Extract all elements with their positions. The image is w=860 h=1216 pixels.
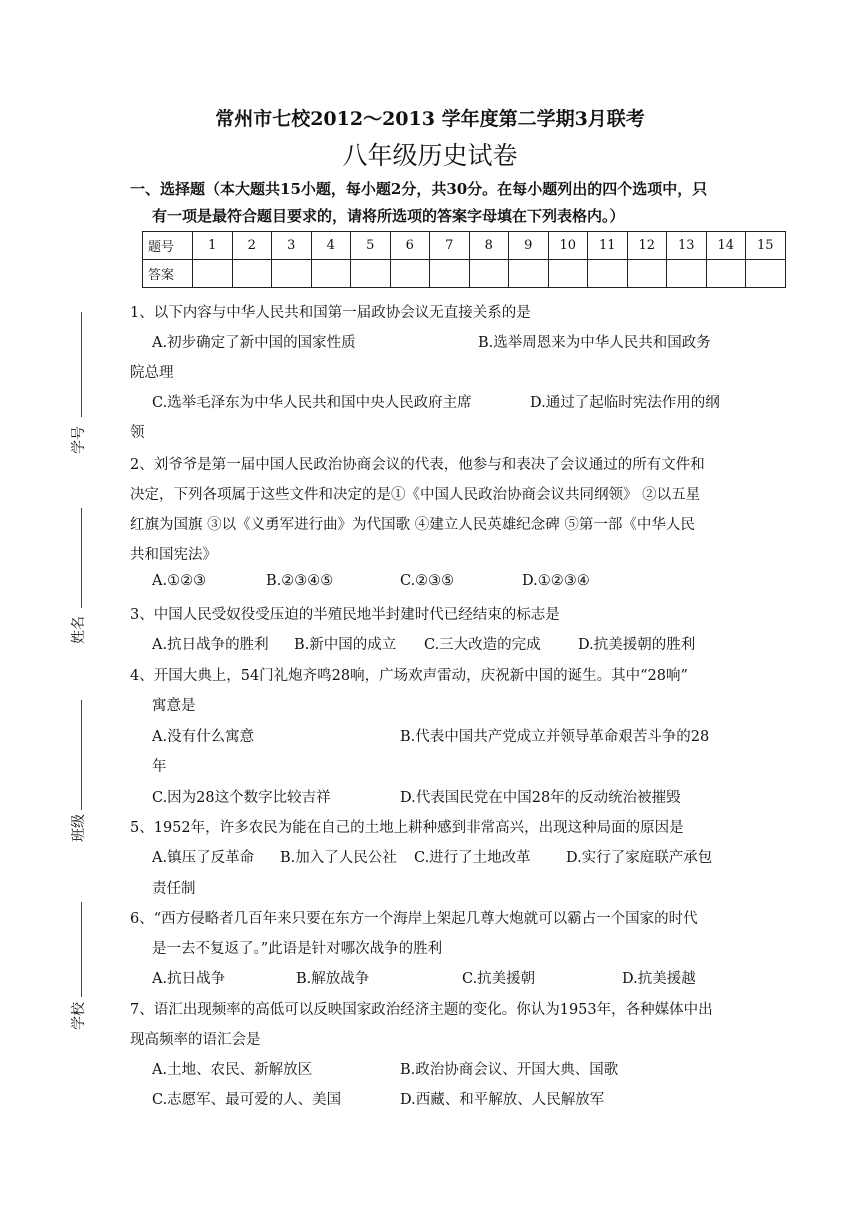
question-4-option-d: D.代表国民党在中国28年的反动统治被摧毁: [400, 790, 681, 806]
table-cell-number: 15: [746, 232, 786, 260]
question-4-option-b-cont: 年: [152, 759, 167, 775]
answer-cell[interactable]: [588, 260, 628, 288]
table-cell-number: 3: [272, 232, 312, 260]
side-label-student-id: 学号: [71, 426, 87, 454]
answer-cell[interactable]: [667, 260, 707, 288]
table-cell-number: 8: [469, 232, 509, 260]
question-7-option-d: D.西藏、和平解放、人民解放军: [400, 1092, 605, 1108]
question-2-line1: 2、刘爷爷是第一届中国人民政治协商会议的代表，他参与和表决了会议通过的所有文件和: [130, 457, 705, 473]
question-3-option-b: B.新中国的成立: [294, 637, 397, 653]
table-cell-number: 9: [509, 232, 549, 260]
table-cell-number: 12: [627, 232, 667, 260]
question-1-option-a: A.初步确定了新中国的国家性质: [152, 335, 356, 351]
answer-cell[interactable]: [627, 260, 667, 288]
table-cell-number: 7: [430, 232, 470, 260]
table-cell-number: 10: [548, 232, 588, 260]
question-4-line2: 寓意是: [152, 698, 196, 714]
question-5-option-d: D.实行了家庭联产承包: [566, 850, 713, 866]
question-7-line2: 现高频率的语汇会是: [130, 1032, 261, 1048]
answer-cell[interactable]: [390, 260, 430, 288]
question-3-option-a: A.抗日战争的胜利: [152, 637, 269, 653]
question-5-stem: 5、1952年，许多农民为能在自己的土地上耕种感到非常高兴，出现这种局面的原因是: [130, 820, 684, 836]
question-6-line1: 6、“西方侵略者几百年来只要在东方一个海岸上架起几尊大炮就可以霸占一个国家的时代: [130, 911, 698, 927]
question-1-option-d-cont: 领: [130, 425, 145, 441]
answer-table-answer-row: [143, 260, 786, 288]
question-7-option-b: B.政治协商会议、开国大典、国歌: [400, 1062, 619, 1078]
answer-table: [142, 231, 786, 288]
answer-cell[interactable]: [706, 260, 746, 288]
table-header-answer: 答案: [143, 260, 193, 288]
binding-line: [81, 312, 82, 417]
answer-cell[interactable]: [746, 260, 786, 288]
table-cell-number: 6: [390, 232, 430, 260]
question-2-line2: 决定，下列各项属于这些文件和决定的是①《中国人民政治协商会议共同纲领》 ②以五星: [130, 487, 701, 503]
question-7-line1: 7、语汇出现频率的高低可以反映国家政治经济主题的变化。你认为1953年，各种媒体中出: [130, 1002, 713, 1018]
question-5-option-c: C.进行了土地改革: [414, 850, 531, 866]
section-heading-line1: 一、选择题（本大题共15小题，每小题2分，共30分。在每小题列出的四个选项中，只: [130, 180, 708, 198]
exam-subtitle: 八年级历史试卷: [342, 141, 518, 170]
answer-cell[interactable]: [351, 260, 391, 288]
answer-cell[interactable]: [272, 260, 312, 288]
question-1-stem: 1、以下内容与中华人民共和国第一届政协会议无直接关系的是: [130, 305, 531, 321]
section-heading-line2: 有一项是最符合题目要求的，请将所选项的答案字母填在下列表格内。）: [152, 207, 625, 225]
table-cell-number: 1: [193, 232, 233, 260]
answer-cell[interactable]: [311, 260, 351, 288]
question-2-option-d: D.①②③④: [522, 573, 590, 589]
question-5-option-b: B.加入了人民公社: [280, 850, 397, 866]
question-7-option-c: C.志愿军、最可爱的人、美国: [152, 1092, 342, 1108]
side-label-name: 姓名: [71, 616, 87, 644]
question-5-option-d-cont: 责任制: [152, 881, 196, 897]
answer-table-number-row: [143, 232, 786, 260]
answer-cell[interactable]: [509, 260, 549, 288]
answer-cell[interactable]: [430, 260, 470, 288]
table-cell-number: 4: [311, 232, 351, 260]
question-2-line4: 共和国宪法》: [130, 547, 217, 563]
answer-cell[interactable]: [232, 260, 272, 288]
question-2-option-c: C.②③⑤: [400, 573, 455, 589]
side-label-school: 学校: [71, 1002, 87, 1030]
question-4-line1: 4、开国大典上，54门礼炮齐鸣28响，广场欢声雷动，庆祝新中国的诞生。其中“28响”: [130, 668, 688, 684]
question-2-option-a: A.①②③: [152, 573, 207, 589]
question-6-option-d: D.抗美援越: [622, 971, 696, 987]
question-5-option-a: A.镇压了反革命: [152, 850, 255, 866]
question-3-stem: 3、中国人民受奴役受压迫的半殖民地半封建时代已经结束的标志是: [130, 607, 560, 623]
question-2-option-b: B.②③④⑤: [266, 573, 334, 589]
question-6-option-a: A.抗日战争: [152, 971, 226, 987]
table-cell-number: 2: [232, 232, 272, 260]
table-cell-number: 5: [351, 232, 391, 260]
question-4-option-a: A.没有什么寓意: [152, 729, 255, 745]
table-cell-number: 13: [667, 232, 707, 260]
question-1-option-c: C.选举毛泽东为中华人民共和国中央人民政府主席: [152, 395, 472, 411]
question-4-option-c: C.因为28这个数字比较吉祥: [152, 790, 331, 806]
question-1-option-b: B.选举周恩来为中华人民共和国政务: [478, 335, 711, 351]
question-3-option-c: C.三大改造的完成: [424, 637, 541, 653]
table-cell-number: 11: [588, 232, 628, 260]
answer-cell[interactable]: [469, 260, 509, 288]
question-3-option-d: D.抗美援朝的胜利: [578, 637, 696, 653]
question-4-option-b: B.代表中国共产党成立并领导革命艰苦斗争的28: [400, 729, 710, 745]
binding-line: [81, 902, 82, 997]
question-6-line2: 是一去不复返了。”此语是针对哪次战争的胜利: [152, 941, 443, 957]
table-cell-number: 14: [706, 232, 746, 260]
binding-line: [81, 700, 82, 810]
question-6-option-b: B.解放战争: [296, 971, 370, 987]
binding-line: [81, 508, 82, 608]
exam-title: 常州市七校2012～2013 学年度第二学期3月联考: [215, 108, 645, 130]
question-6-option-c: C.抗美援朝: [462, 971, 536, 987]
answer-cell[interactable]: [193, 260, 233, 288]
side-label-class: 班级: [71, 814, 87, 842]
question-1-option-b-cont: 院总理: [130, 365, 174, 381]
question-2-line3: 红旗为国旗 ③以《义勇军进行曲》为代国歌 ④建立人民英雄纪念碑 ⑤第一部《中华人民: [130, 517, 695, 533]
answer-cell[interactable]: [548, 260, 588, 288]
table-header-question-no: 题号: [143, 232, 193, 260]
question-7-option-a: A.土地、农民、新解放区: [152, 1062, 313, 1078]
question-1-option-d: D.通过了起临时宪法作用的纲: [530, 395, 720, 411]
